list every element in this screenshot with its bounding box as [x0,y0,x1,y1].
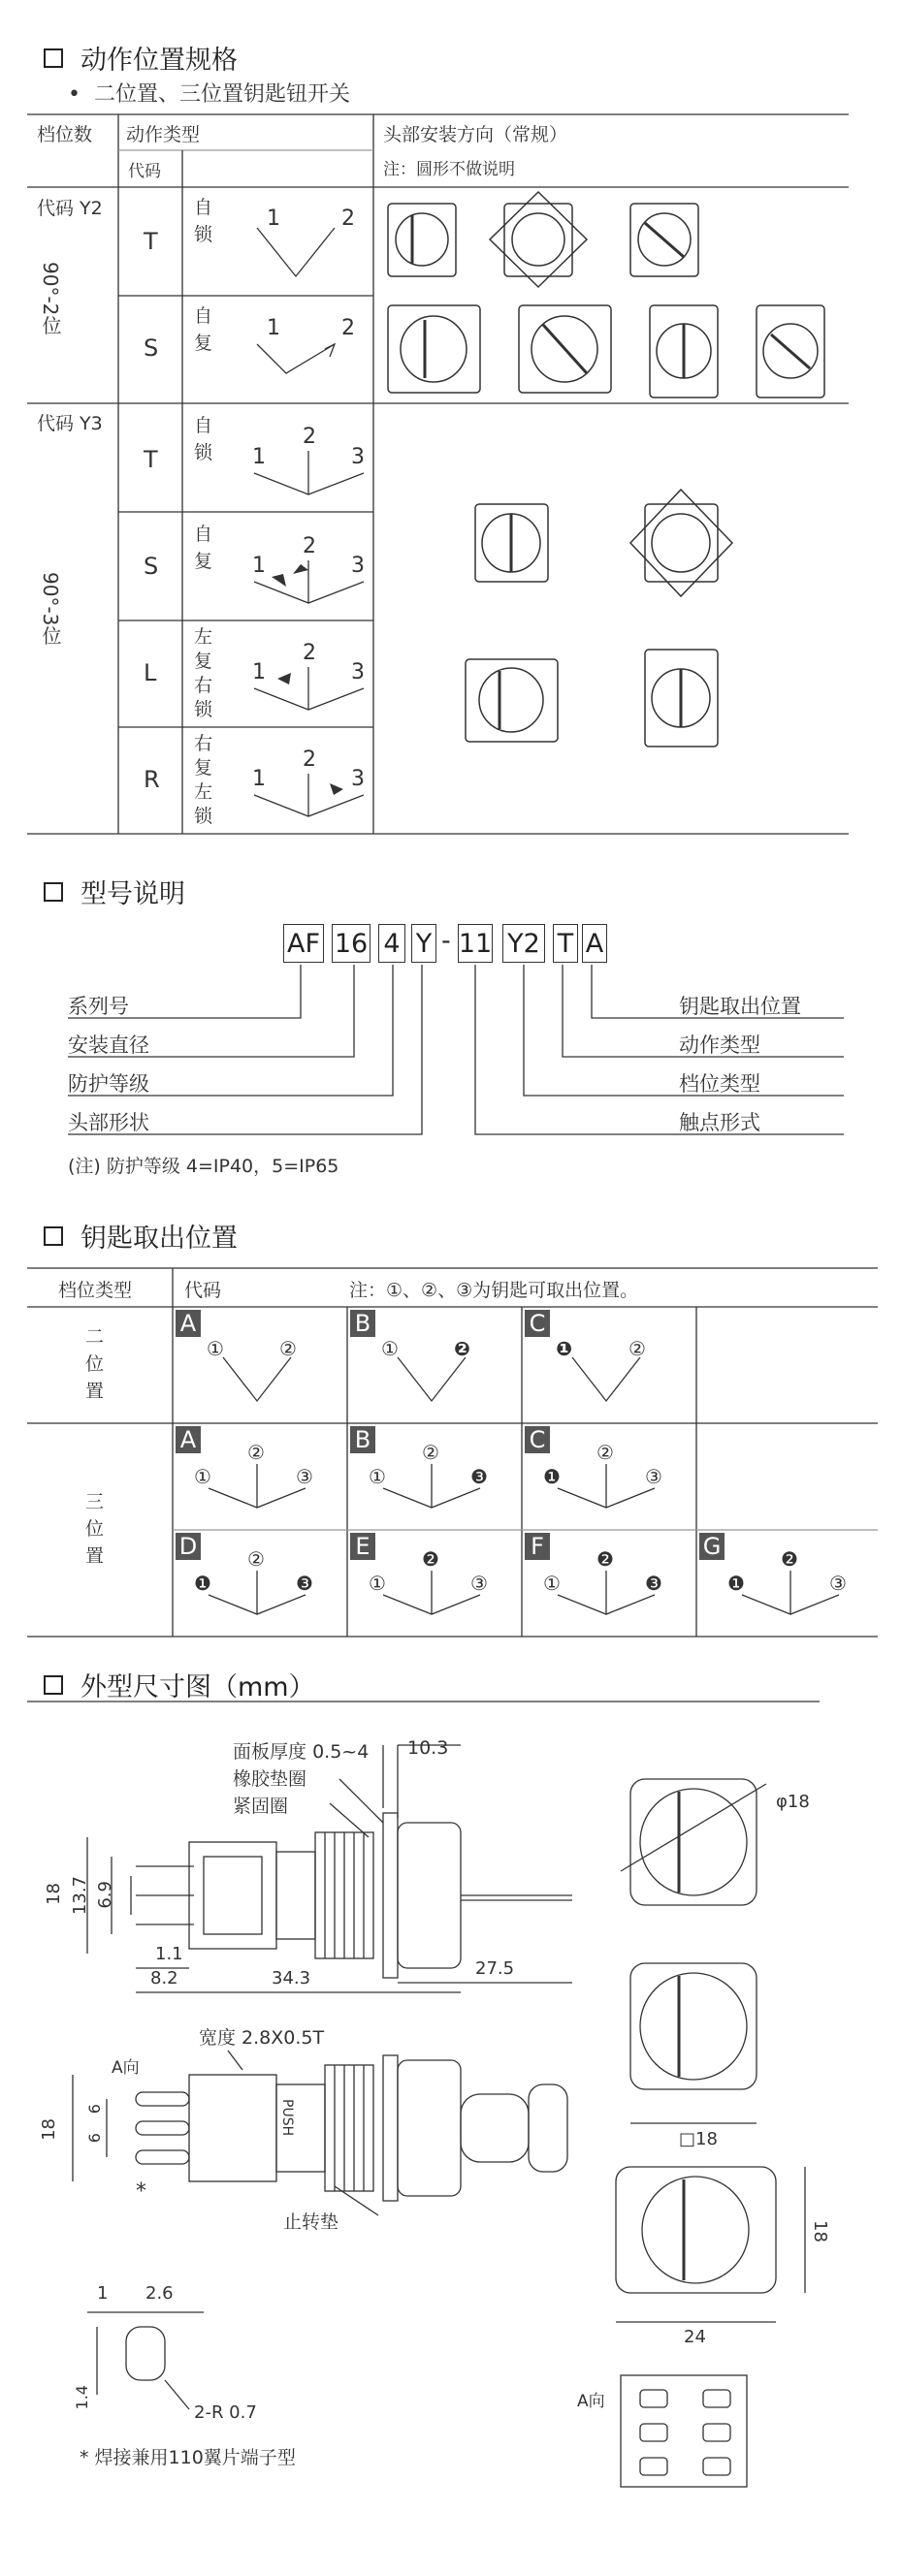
header-action-type: 动作类型 [126,124,201,145]
dim-18-b: 18 [39,2118,59,2141]
y2-s-code: S [144,334,159,362]
dim-phi18: φ18 [776,1792,810,1812]
y2-angle: 90°-2位 [39,262,62,335]
header-note: 注：圆形不做说明 [383,160,515,179]
key-code-e3: E [350,1533,375,1560]
dim-1-1: 1.1 [155,1944,183,1964]
label-head-shape: 头部形状 [68,1111,149,1134]
svg-text:1: 1 [267,207,280,231]
y2-t-desc: 自锁 [194,197,213,245]
svg-text:2: 2 [341,316,355,340]
label-series: 系列号 [68,995,129,1018]
y3-code-label: 代码 Y3 [37,413,103,434]
svg-text:❶: ❶ [194,1572,211,1595]
svg-text:①: ① [194,1465,211,1488]
svg-text:❸: ❸ [470,1465,488,1488]
push-label: PUSH [279,2099,295,2137]
y3-t-code: T [144,446,158,473]
svg-text:③: ③ [470,1572,488,1595]
svg-text:1: 1 [252,554,266,578]
checkbox-square-icon [44,882,63,902]
label-diameter: 安装直径 [68,1034,149,1057]
dim-13-7: 13.7 [70,1876,90,1916]
label-protection: 防护等级 [68,1072,149,1096]
dim-6b: 6 [85,2133,104,2144]
header-position-count: 档位数 [37,124,93,145]
header-code: 代码 [128,162,161,181]
y3-t-desc: 自锁 [194,415,213,463]
svg-text:❷: ❷ [781,1547,798,1571]
svg-text:②: ② [247,1441,265,1464]
y3-s-desc: 自复 [194,524,213,572]
dim-34-3: 34.3 [272,1968,311,1988]
model-part-action: T [553,924,578,963]
model-part-dash: - [441,926,451,956]
key-code-d3: D [176,1533,201,1560]
protection-note: (注) 防护等级 4=IP40，5=IP65 [68,1156,339,1177]
svg-text:③: ③ [296,1465,313,1488]
y2-t-code: T [144,228,158,255]
label-action-type: 动作类型 [679,1034,760,1057]
section-title-dimensions: 外型尺寸图（mm） [44,1666,315,1703]
svg-text:2: 2 [303,747,316,772]
svg-text:①: ① [369,1572,386,1595]
svg-text:3: 3 [351,445,365,469]
svg-text:❸: ❸ [645,1572,662,1595]
svg-text:②: ② [247,1547,265,1571]
label-key-position: 钥匙取出位置 [679,995,801,1018]
model-part-head: Y [411,924,436,963]
label-lock-ring: 紧固圈 [233,1796,289,1817]
svg-text:①: ① [369,1465,386,1488]
svg-text:②: ② [596,1441,614,1464]
header-note: 注：①、②、③为钥匙可取出位置。 [349,1280,639,1301]
key-code-a3: A [176,1426,201,1453]
dim-2-6: 2.6 [145,2283,174,2304]
section-title-action-position: 动作位置规格 [44,39,238,77]
section-subtitle: • 二位置、三位置钥匙钮开关 [68,82,350,107]
label-position-type: 档位类型 [679,1072,760,1096]
dim-6a: 6 [85,2104,104,2115]
model-part-contact: 11 [458,924,493,963]
svg-text:①: ① [207,1337,224,1360]
y3-angle: 90°-3位 [39,572,62,646]
dim-18-right: 18 [810,2220,830,2242]
svg-text:①: ① [543,1572,561,1595]
svg-text:❸: ❸ [296,1572,313,1595]
svg-text:①: ① [381,1337,399,1360]
svg-text:2: 2 [341,207,355,231]
dim-1-4: 1.4 [73,2385,91,2410]
model-part-key: A [582,924,607,963]
svg-text:❶: ❶ [543,1465,561,1488]
header-code: 代码 [184,1280,222,1301]
label-rubber-ring: 橡胶垫圈 [233,1768,307,1790]
label-contact: 触点形式 [679,1111,760,1134]
svg-text:③: ③ [645,1465,662,1488]
svg-text:③: ③ [829,1572,847,1595]
width-note: 宽度 2.8X0.5T [199,2027,325,2049]
svg-text:3: 3 [351,767,365,791]
svg-text:❷: ❷ [422,1547,439,1571]
section-title-key-position: 钥匙取出位置 [44,1217,238,1255]
svg-text:❷: ❷ [596,1547,614,1571]
two-pos-label: 二位置 [85,1326,105,1402]
svg-text:②: ② [279,1337,297,1360]
svg-text:❶: ❶ [556,1337,572,1360]
key-code-b2: B [350,1310,375,1337]
solder-note: * 焊接兼用110翼片端子型 [80,2447,296,2468]
section-title-model: 型号说明 [44,873,185,910]
label-anti-rotation: 止转垫 [283,2211,339,2233]
svg-text:2: 2 [303,641,316,665]
svg-text:❷: ❷ [454,1337,470,1360]
dim-8-2: 8.2 [150,1968,178,1988]
y2-code-label: 代码 Y2 [37,198,103,219]
svg-text:②: ② [422,1441,439,1464]
model-part-series: AF [283,924,324,963]
dim-24: 24 [684,2327,706,2347]
svg-text:1: 1 [252,767,266,791]
model-part-diameter: 16 [332,924,370,963]
y3-s-code: S [144,553,159,580]
model-part-protection: 4 [378,924,405,963]
svg-text:❶: ❶ [727,1572,745,1595]
dim-r07: 2-R 0.7 [194,2402,257,2423]
key-code-c2: C [525,1310,550,1337]
svg-text:1: 1 [252,660,266,684]
dim-1: 1 [97,2283,109,2304]
svg-text:2: 2 [303,425,316,449]
svg-text:3: 3 [351,660,365,684]
y2-s-desc: 自复 [194,305,213,354]
model-part-position: Y2 [502,924,545,963]
svg-text:1: 1 [267,316,280,340]
header-type: 档位类型 [58,1280,133,1301]
dim-10-3: 10.3 [407,1737,449,1759]
dim-27-5: 27.5 [475,1958,515,1979]
svg-text:2: 2 [303,534,316,558]
a-direction-view-label: A向 [577,2392,605,2411]
checkbox-square-icon [44,1675,63,1695]
y3-r-code: R [144,766,160,793]
key-code-a2: A [176,1310,201,1337]
y3-l-desc: 左复右锁 [194,626,213,720]
svg-text:②: ② [628,1337,646,1360]
dim-6-9: 6.9 [95,1881,115,1909]
key-code-f3: F [525,1533,550,1560]
svg-text:1: 1 [252,445,266,469]
dim-18: 18 [44,1883,64,1905]
y3-r-desc: 右复左锁 [194,733,213,827]
svg-text:3: 3 [351,554,365,578]
dim-panel-thickness: 面板厚度 0.5~4 [233,1741,370,1763]
asterisk-mark: * [136,2179,146,2204]
a-direction-label: A向 [112,2058,140,2078]
y3-l-code: L [144,659,157,686]
key-code-c3: C [525,1426,550,1453]
checkbox-square-icon [44,1226,63,1246]
key-code-b3: B [350,1426,375,1453]
header-head-direction: 头部安装方向（常规） [383,124,568,145]
key-code-g3: G [699,1533,725,1560]
dim-sq18: □18 [679,2129,718,2149]
three-pos-label: 三位置 [85,1491,105,1567]
bullet-icon: • [68,82,81,107]
